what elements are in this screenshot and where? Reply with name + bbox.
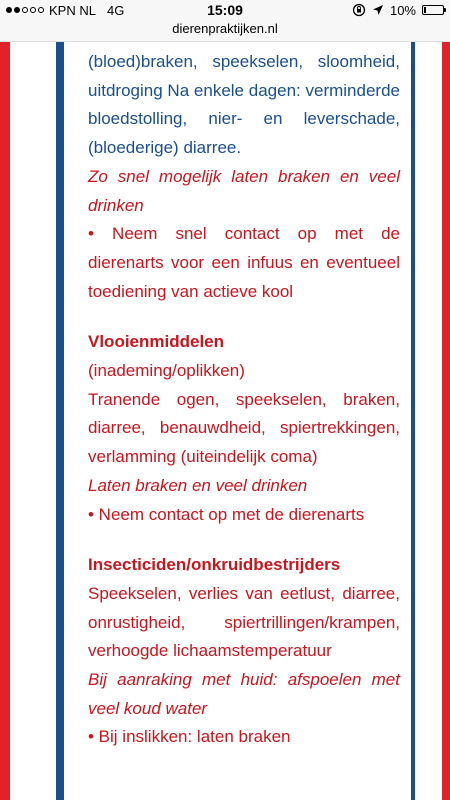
left-blue-stripe: [56, 42, 64, 800]
url-bar[interactable]: [0, 20, 450, 42]
section1-bullet: • Neem contact op met de dierenarts: [88, 504, 365, 524]
intro-text: (bloed)braken, speekselen, sloomheid, uitdroging Na enkele dagen: verminderde bloedstolling, nier- en leverschade, (bloederige) diarree.: [88, 52, 400, 158]
intro-advice: Zo snel mogelijk laten braken en veel drinken: [88, 166, 400, 215]
intro-bullet: • Neem snel contact op met de dierenarts voor een infuus en eventueel toediening van actieve kool: [88, 224, 400, 301]
battery-icon: [422, 5, 444, 15]
carrier-name: KPN NL: [49, 2, 96, 18]
article-content: [88, 42, 400, 752]
section2-advice: Bij aanraking met huid: afspoelen met veel koud water: [88, 670, 400, 718]
section1-advice: Laten braken en veel drinken: [88, 475, 308, 495]
status-bar: [0, 0, 450, 20]
right-blue-stripe: [411, 42, 415, 800]
rotation-lock-icon: [352, 3, 366, 17]
section-title-vlooienmiddelen: Vlooienmiddelen: [88, 332, 225, 352]
url-domain[interactable]: dierenpraktijken.nl: [172, 21, 278, 36]
left-red-stripe: [0, 42, 10, 800]
right-red-stripe: [442, 42, 450, 800]
battery-percentage: 10%: [389, 2, 416, 18]
section1-symptoms: Tranende ogen, speekselen, braken, diarree, benauwdheid, spiertrekkingen, verlamming (uiteindelijk coma): [88, 389, 400, 467]
section-title-insecticiden: Insecticiden/onkruidbestrijders: [88, 555, 341, 575]
section2-bullet: • Bij inslikken: laten braken: [88, 727, 291, 747]
section1-subtitle: (inademing/oplikken): [88, 361, 245, 381]
status-time: 15:09: [207, 2, 243, 18]
status-right: [352, 2, 444, 18]
section2-symptoms: Speekselen, verlies van eetlust, diarree, onrustigheid, spiertrillingen/krampen, verhoogde lichaamstemperatuur: [88, 583, 400, 661]
network-type: 4G: [106, 2, 125, 18]
location-arrow-icon: [372, 4, 384, 16]
